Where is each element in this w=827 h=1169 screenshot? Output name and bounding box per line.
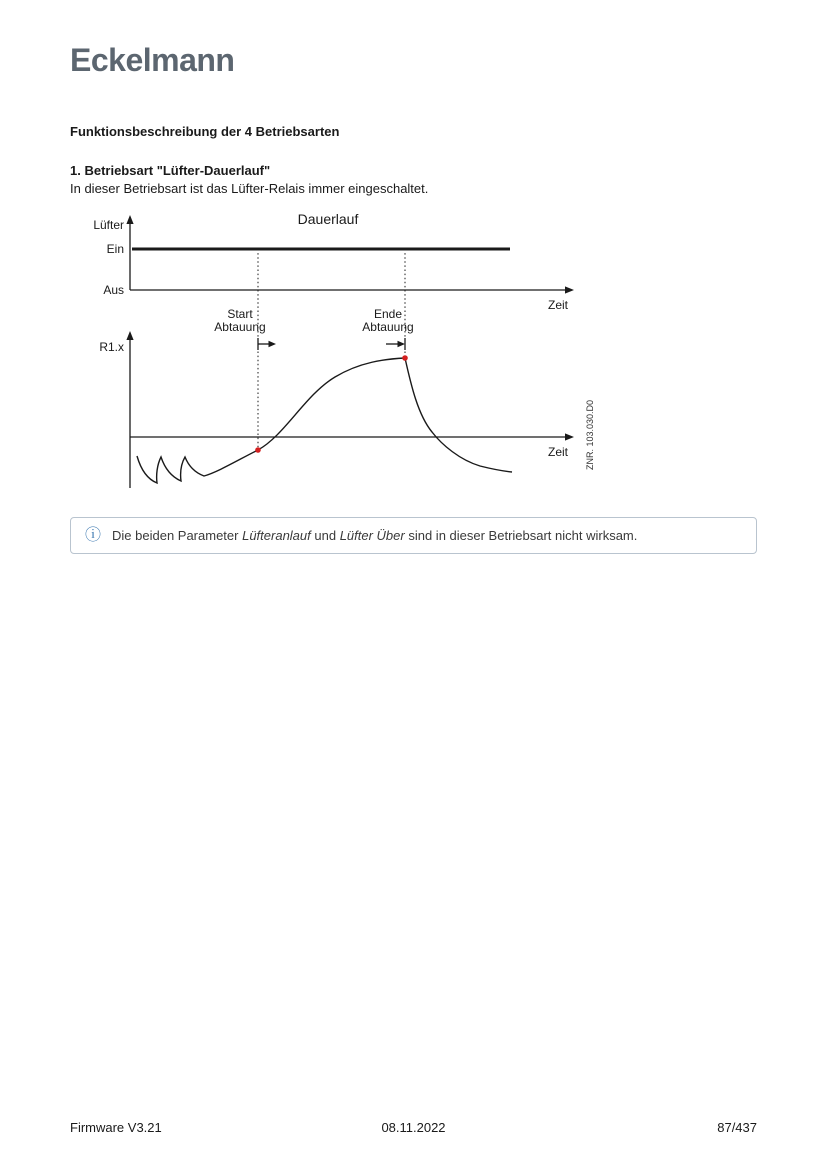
info-note: [70, 517, 757, 554]
info-note-text: [112, 528, 637, 543]
note-part1: Die beiden Parameter: [112, 528, 243, 543]
note-param-lüfteranlauf: Lüfteranlauf: [242, 528, 311, 543]
section-heading: Funktionsbeschreibung der 4 Betriebsarten: [70, 124, 340, 139]
top-ylabel: Lüfter: [93, 218, 124, 232]
bottom-ylabel: R1.x: [99, 340, 124, 354]
start-abtauung-marker: [255, 447, 261, 453]
footer-date: 08.11.2022: [381, 1120, 446, 1135]
temperature-curve: [137, 358, 512, 483]
ende-abtauung-label-line2: Abtauung: [362, 320, 414, 334]
top-y-axis-arrow: [126, 215, 133, 224]
timing-chart: [80, 210, 620, 502]
ende-abtauung-marker: [402, 355, 408, 361]
eckelmann-logo: Eckelmann: [70, 42, 235, 78]
bottom-xlabel: Zeit: [547, 445, 568, 459]
page-footer: [70, 1120, 757, 1135]
info-icon: ⓘ: [85, 526, 102, 544]
top-xlabel: Zeit: [547, 298, 568, 312]
start-abtauung-label-line1: Start: [227, 307, 253, 321]
ytick-ein: Ein: [106, 242, 124, 256]
ytick-aus: Aus: [103, 283, 124, 297]
chart-title: Dauerlauf: [297, 211, 359, 227]
footer-page-number: 87/437: [717, 1120, 757, 1135]
mode-description: In dieser Betriebsart ist das Lüfter-Relais immer eingeschaltet.: [70, 181, 429, 196]
start-abtauung-label-line2: Abtauung: [214, 320, 266, 334]
ende-abtauung-label-line1: Ende: [373, 307, 403, 321]
ende-interval-arrowhead: [398, 341, 406, 347]
dauerlauf-diagram: [80, 210, 760, 502]
note-part3: sind in dieser Betriebsart nicht wirksam.: [404, 528, 638, 543]
note-part2: und: [310, 528, 340, 543]
bottom-y-axis-arrow: [126, 331, 133, 340]
drawing-number: ZNR. 103.030.D0: [585, 399, 595, 471]
page-content: [70, 124, 760, 502]
note-param-lüfter-über: Lüfter Über: [339, 528, 405, 543]
footer-firmware-version: Firmware V3.21: [70, 1120, 162, 1135]
start-interval-arrowhead: [269, 341, 277, 347]
top-x-axis-arrow: [565, 286, 574, 293]
mode-subheading: 1. Betriebsart "Lüfter-Dauerlauf": [70, 163, 271, 178]
bottom-x-axis-arrow: [565, 433, 574, 440]
